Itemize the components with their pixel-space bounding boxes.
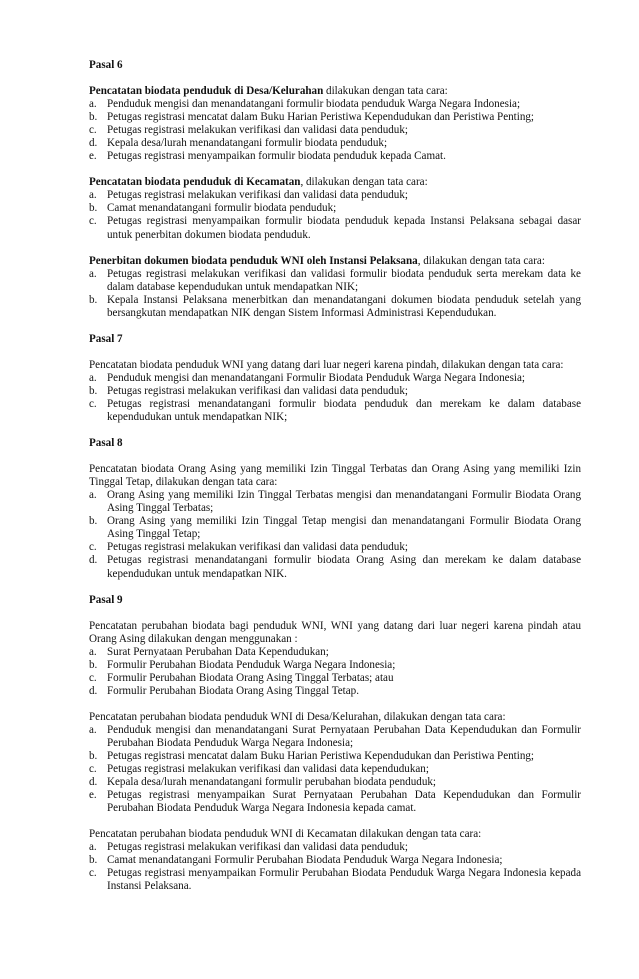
item-marker: b. xyxy=(89,658,98,671)
item-marker: a. xyxy=(89,267,97,280)
list-item xyxy=(89,111,581,124)
item-text: Camat menandatangani Formulir Perubahan Biodata Penduduk Warga Negara Indonesia; xyxy=(107,854,503,867)
item-list xyxy=(89,98,581,163)
list-item xyxy=(89,841,581,854)
list-item xyxy=(89,489,581,515)
item-marker: c. xyxy=(89,124,97,137)
item-text: Petugas registrasi menandatangani formulir biodata Orang Asing dan merekam ke dalam database kependudukan untuk mendapatkan NIK. xyxy=(107,554,581,580)
item-marker: e. xyxy=(89,150,97,163)
article-heading: Pasal 7 xyxy=(89,332,123,345)
item-list xyxy=(89,268,581,320)
item-marker: c. xyxy=(89,215,97,228)
intro-bold: Pencatatan biodata penduduk di Kecamatan xyxy=(89,176,301,189)
list-item xyxy=(89,189,581,202)
item-text: Petugas registrasi melakukan verifikasi dan validasi data kependudukan; xyxy=(107,763,429,776)
paragraph-intro xyxy=(89,255,581,268)
paragraph-block xyxy=(89,255,581,320)
item-marker: b. xyxy=(89,202,98,215)
list-item xyxy=(89,202,581,215)
list-item xyxy=(89,867,581,893)
item-marker: a. xyxy=(89,723,97,736)
item-text: Petugas registrasi menandatangani formulir biodata penduduk dan merekam ke dalam database kependudukan untuk mendapatkan NIK; xyxy=(107,397,581,424)
paragraph-block xyxy=(89,828,581,893)
item-text: Camat menandatangani formulir biodata penduduk; xyxy=(107,202,337,215)
paragraph-block xyxy=(89,463,581,580)
intro-text: Pencatatan perubahan biodata bagi penduduk WNI, WNI yang datang dari luar negeri karena pindah atau Orang Asing dilakukan dengan menggunakan : xyxy=(89,619,581,645)
item-marker: a. xyxy=(89,645,97,658)
item-list xyxy=(89,646,581,698)
item-list xyxy=(89,841,581,893)
item-text: Surat Pernyataan Perubahan Data Kependudukan; xyxy=(107,645,329,658)
item-marker: d. xyxy=(89,554,98,567)
paragraph-block xyxy=(89,176,581,241)
item-text: Penduduk mengisi dan menandatangani formulir biodata penduduk Warga Negara Indonesia; xyxy=(107,98,521,111)
item-marker: b. xyxy=(89,293,98,306)
list-item xyxy=(89,646,581,659)
paragraph-block xyxy=(89,359,581,424)
item-text: Petugas registrasi melakukan verifikasi dan validasi formulir biodata penduduk serta merekam data ke dalam database kependudukan untuk mendapatkan NIK; xyxy=(107,267,581,293)
item-text: Petugas registrasi melakukan verifikasi dan validasi data penduduk; xyxy=(107,189,408,202)
paragraph-intro xyxy=(89,620,581,646)
paragraph-intro xyxy=(89,176,581,189)
list-item xyxy=(89,515,581,541)
list-item xyxy=(89,776,581,789)
paragraph-intro xyxy=(89,85,581,98)
intro-text: Pencatatan perubahan biodata penduduk WNI di Kecamatan dilakukan dengan tata cara: xyxy=(89,828,482,841)
paragraph-block xyxy=(89,85,581,163)
item-text: Penduduk mengisi dan menandatangani Surat Pernyataan Perubahan Data Kependudukan dan Formulir Perubahan Biodata Penduduk Warga Negara Indonesia; xyxy=(107,723,581,749)
list-item xyxy=(89,372,581,385)
list-item xyxy=(89,215,581,241)
paragraph-block xyxy=(89,711,581,815)
item-marker: a. xyxy=(89,371,97,384)
item-text: Petugas registrasi mencatat dalam Buku Harian Peristiwa Kependudukan dan Peristiwa Penting; xyxy=(107,750,535,763)
item-marker: b. xyxy=(89,515,98,528)
item-text: Petugas registrasi menyampaikan Surat Pernyataan Perubahan Data Kependudukan dan Formulir Perubahan Biodata Penduduk Warga Negara Indonesia kepada camat. xyxy=(107,789,581,815)
paragraph-intro xyxy=(89,828,581,841)
item-marker: b. xyxy=(89,384,98,397)
list-item xyxy=(89,294,581,320)
item-text: Orang Asing yang memiliki Izin Tinggal Terbatas mengisi dan menandatangani Formulir Biodata Orang Asing Tinggal Terbatas; xyxy=(107,489,581,515)
list-item xyxy=(89,385,581,398)
item-text: Penduduk mengisi dan menandatangani Formulir Biodata Penduduk Warga Negara Indonesia; xyxy=(107,371,526,384)
list-item xyxy=(89,98,581,111)
paragraph-intro xyxy=(89,463,581,489)
item-text: Petugas registrasi melakukan verifikasi dan validasi data penduduk; xyxy=(107,541,408,554)
item-marker: d. xyxy=(89,684,98,697)
list-item xyxy=(89,124,581,137)
list-item xyxy=(89,724,581,750)
item-marker: d. xyxy=(89,776,98,789)
list-item xyxy=(89,268,581,294)
paragraph-intro xyxy=(89,359,581,372)
list-item xyxy=(89,672,581,685)
list-item xyxy=(89,659,581,672)
list-item xyxy=(89,150,581,163)
intro-text: Pencatatan biodata penduduk WNI yang datang dari luar negeri karena pindah, dilakukan dengan tata cara: xyxy=(89,358,564,371)
item-marker: c. xyxy=(89,397,97,410)
item-text: Petugas registrasi melakukan verifikasi dan validasi data penduduk; xyxy=(107,124,408,137)
item-marker: a. xyxy=(89,189,97,202)
item-text: Formulir Perubahan Biodata Orang Asing Tinggal Tetap. xyxy=(107,684,359,697)
paragraph-block xyxy=(89,620,581,698)
intro-text: , dilakukan dengan tata cara: xyxy=(300,176,428,189)
item-marker: b. xyxy=(89,111,98,124)
item-text: Petugas registrasi menyampaikan Formulir Perubahan Biodata Penduduk Warga Negara Indonesia kepada Instansi Pelaksana. xyxy=(107,867,581,893)
item-marker: b. xyxy=(89,750,98,763)
item-list xyxy=(89,489,581,580)
list-item xyxy=(89,554,581,580)
intro-text: dilakukan dengan tata cara: xyxy=(323,85,448,98)
item-text: Formulir Perubahan Biodata Penduduk Warga Negara Indonesia; xyxy=(107,658,396,671)
item-text: Orang Asing yang memiliki Izin Tinggal Tetap mengisi dan menandatangani Formulir Biodata Orang Asing Tinggal Tetap; xyxy=(107,515,581,541)
paragraph-intro xyxy=(89,711,581,724)
item-text: Petugas registrasi menyampaikan formulir biodata penduduk kepada Instansi Pelaksana sebagai dasar untuk penerbitan dokumen biodata penduduk. xyxy=(107,215,581,241)
list-item xyxy=(89,541,581,554)
item-marker: c. xyxy=(89,867,97,880)
item-marker: b. xyxy=(89,854,98,867)
item-marker: c. xyxy=(89,763,97,776)
list-item xyxy=(89,854,581,867)
item-list xyxy=(89,724,581,815)
list-item xyxy=(89,137,581,150)
item-text: Petugas registrasi menyampaikan formulir biodata penduduk kepada Camat. xyxy=(107,150,446,163)
item-marker: a. xyxy=(89,489,97,502)
item-list xyxy=(89,189,581,241)
item-list xyxy=(89,372,581,424)
item-marker: c. xyxy=(89,671,97,684)
item-text: Petugas registrasi mencatat dalam Buku Harian Peristiwa Kependudukan dan Peristiwa Penting; xyxy=(107,111,535,124)
intro-text: Pencatatan biodata Orang Asing yang memiliki Izin Tinggal Terbatas dan Orang Asing yang memiliki Izin Tinggal Tetap, dilakukan dengan tata cara: xyxy=(89,463,581,489)
item-marker: a. xyxy=(89,841,97,854)
item-marker: d. xyxy=(89,137,98,150)
list-item xyxy=(89,750,581,763)
item-text: Kepala Instansi Pelaksana menerbitkan dan menandatangani dokumen biodata penduduk setelah yang bersangkutan mendapatkan NIK dengan Sistem Informasi Administrasi Kependudukan. xyxy=(107,293,581,319)
intro-text: , dilakukan dengan tata cara: xyxy=(417,254,545,267)
item-text: Formulir Perubahan Biodata Orang Asing Tinggal Terbatas; atau xyxy=(107,671,394,684)
item-text: Petugas registrasi melakukan verifikasi dan validasi data penduduk; xyxy=(107,841,408,854)
article-heading: Pasal 9 xyxy=(89,593,123,606)
item-text: Kepala desa/lurah menandatangani formulir biodata penduduk; xyxy=(107,137,388,150)
item-marker: a. xyxy=(89,98,97,111)
intro-bold: Penerbitan dokumen biodata penduduk WNI oleh Instansi Pelaksana xyxy=(89,254,418,267)
article-heading: Pasal 8 xyxy=(89,437,123,450)
article-heading: Pasal 6 xyxy=(89,59,123,71)
item-marker: c. xyxy=(89,541,97,554)
list-item xyxy=(89,789,581,815)
intro-text: Pencatatan perubahan biodata penduduk WNI di Desa/Kelurahan, dilakukan dengan tata cara: xyxy=(89,710,506,723)
list-item xyxy=(89,398,581,424)
list-item xyxy=(89,685,581,698)
list-item xyxy=(89,763,581,776)
item-marker: e. xyxy=(89,789,97,802)
item-text: Petugas registrasi melakukan verifikasi dan validasi data penduduk; xyxy=(107,384,408,397)
intro-bold: Pencatatan biodata penduduk di Desa/Kelurahan xyxy=(89,85,324,98)
item-text: Kepala desa/lurah menandatangani formulir perubahan biodata penduduk; xyxy=(107,776,436,789)
